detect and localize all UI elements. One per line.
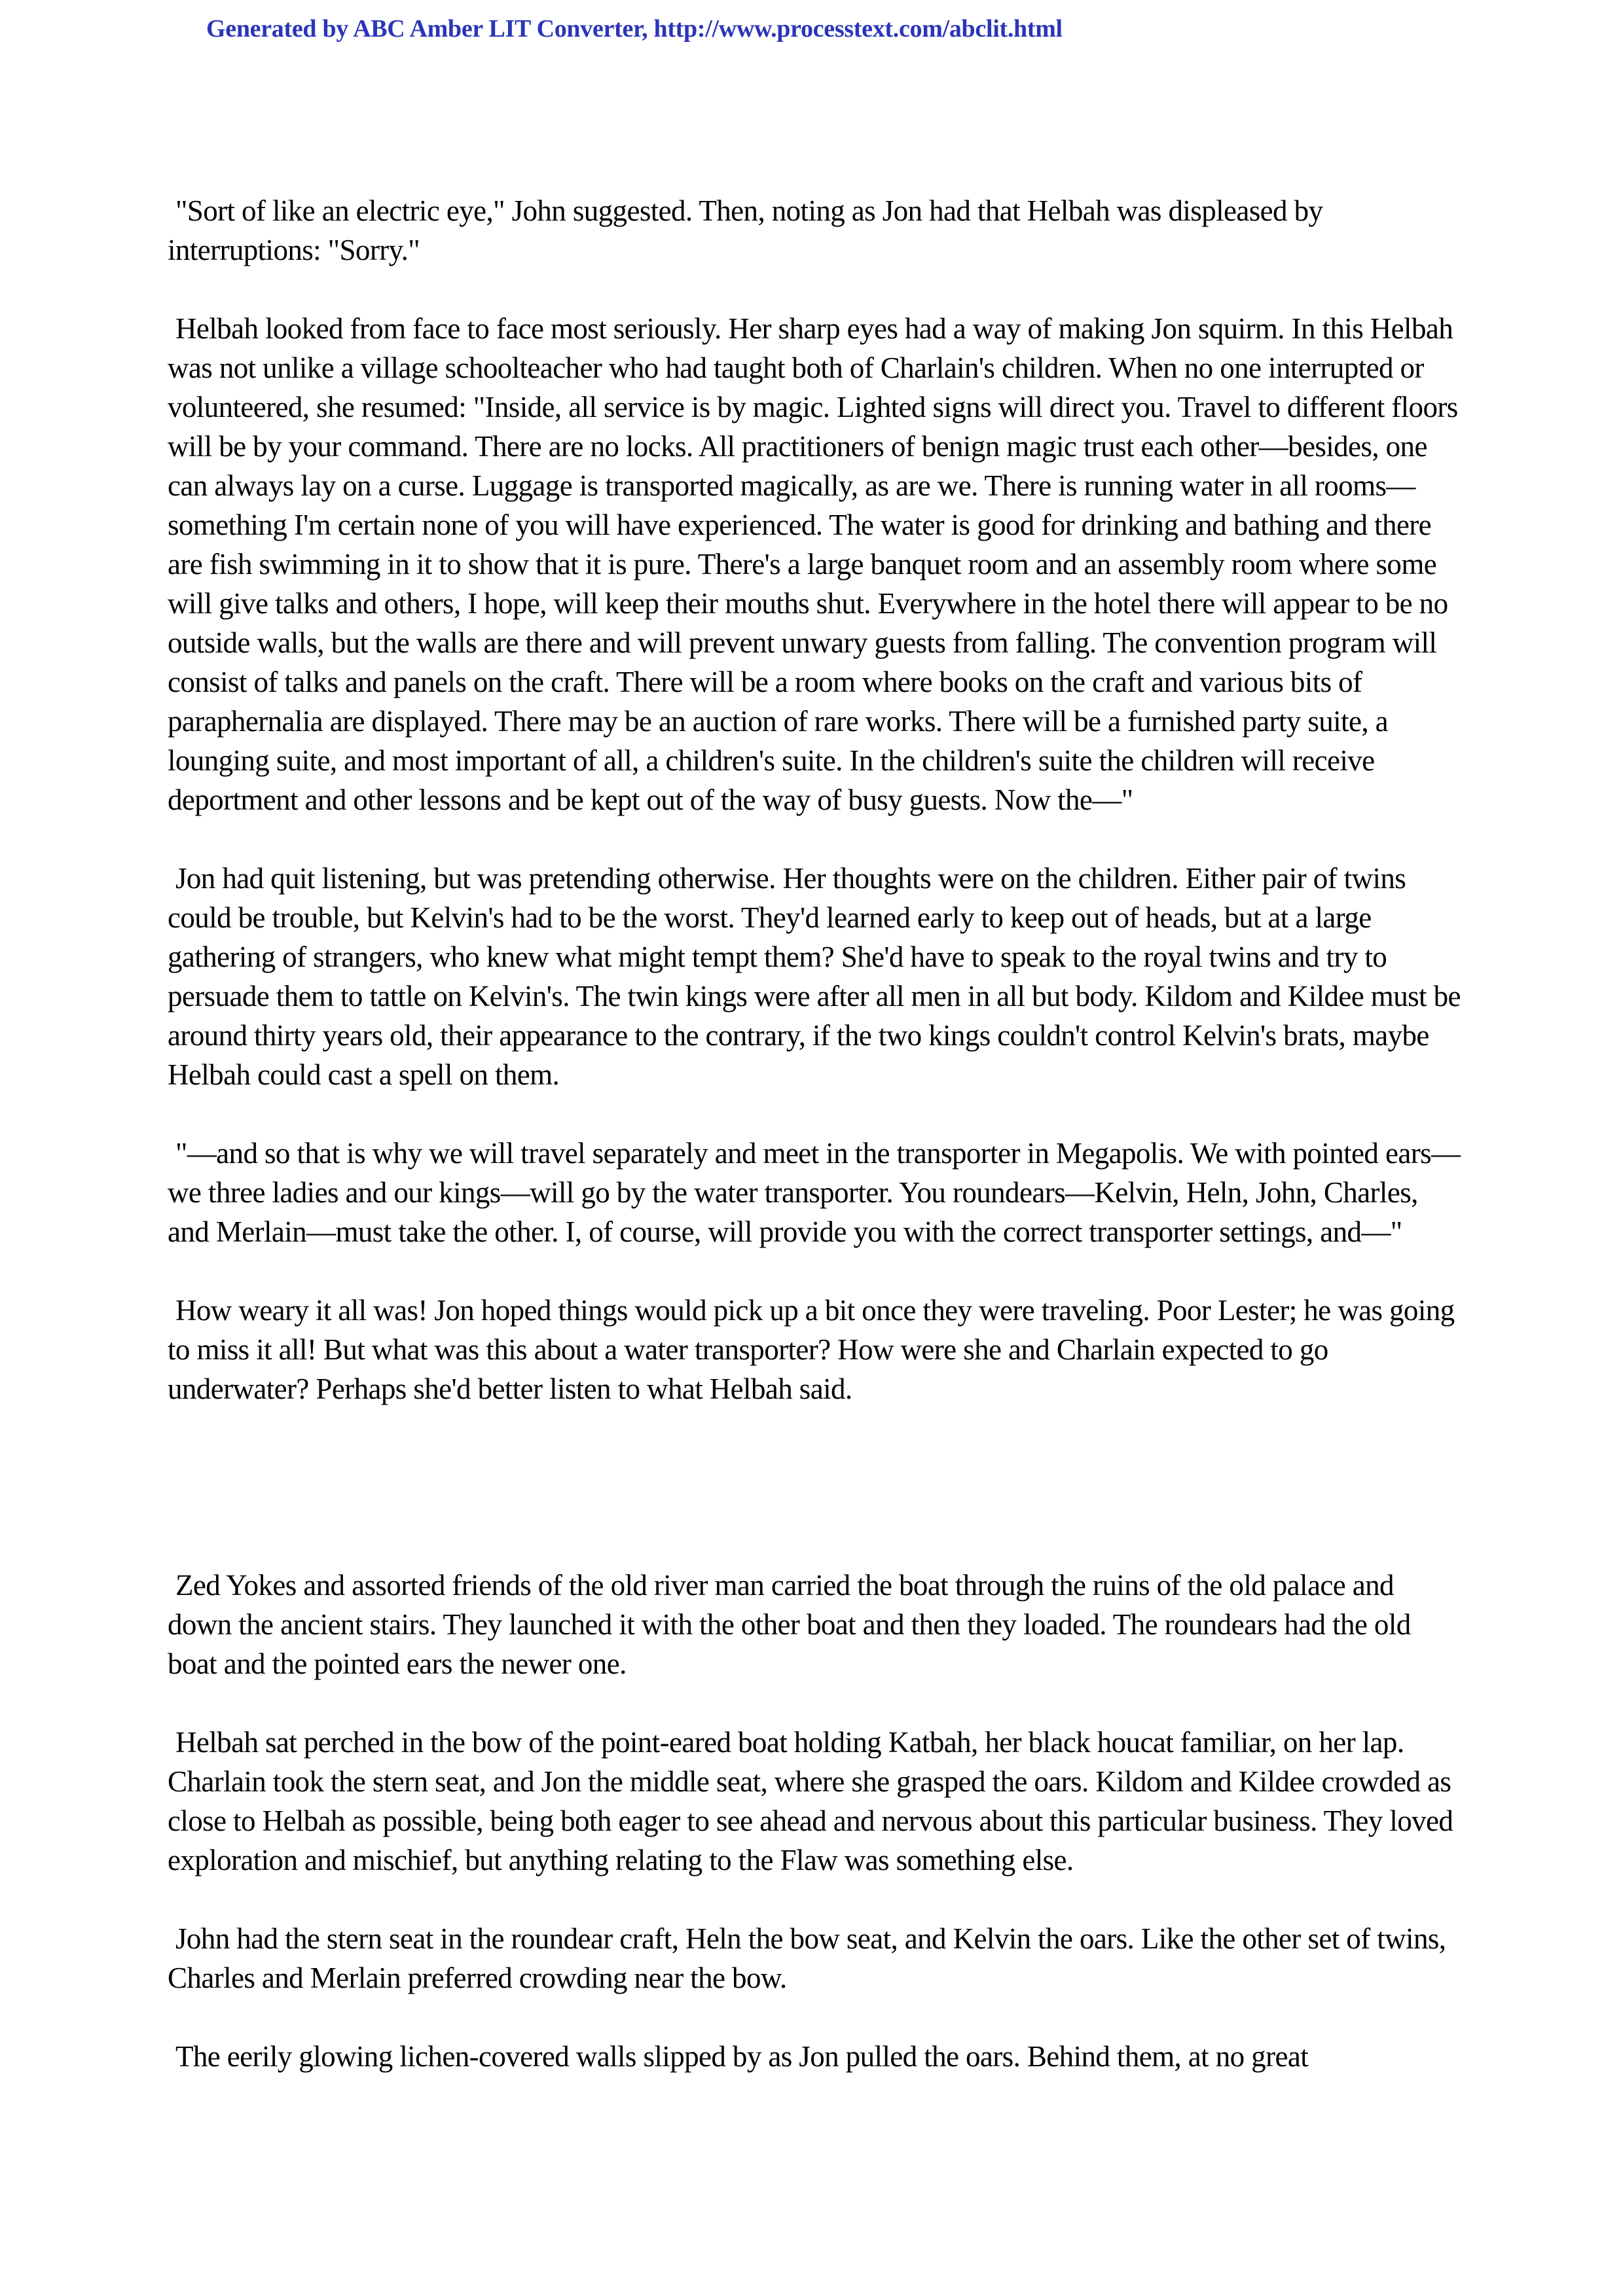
paragraph: How weary it all was! Jon hoped things would pick up a bit once they were traveling. Poor Lester; he was going to miss it all! But what was this about a water transporter? How were she and Charlain expected to go underwater? Perhaps she'd better listen to what Helbah said. [168, 1294, 1455, 1405]
paragraph: Jon had quit listening, but was pretending otherwise. Her thoughts were on the children. Either pair of twins could be trouble, but Kelvin's had to be the worst. They'd learned early to keep out of heads, but at a large gathering of strangers, who knew what might tempt them? She'd have to speak to the royal twins and try to persuade them to tattle on Kelvin's. The twin kings were after all men in all but body. Kildom and Kildee must be around thirty years old, their appearance to the contrary, if the two kings couldn't control Kelvin's brats, maybe Helbah could cast a spell on them. [168, 862, 1461, 1091]
paragraph: Helbah looked from face to face most seriously. Her sharp eyes had a way of making Jon squirm. In this Helbah was not unlike a village schoolteacher who had taught both of Charlain's children. When no one interrupted or volunteered, she resumed: "Inside, all service is by magic. Lighted signs will direct you. Travel to different floors will be by your command. There are no locks. All practitioners of benign magic trust each other—besides, one can always lay on a curse. Luggage is transported magically, as are we. There is running water in all rooms—something I'm certain none of you will have experienced. The water is good for drinking and bathing and there are fish swimming in it to show that it is pure. There's a large banquet room and an assembly room where some will give talks and others, I hope, will keep their mouths shut. Everywhere in the hotel there will appear to be no outside walls, but the walls are there and will prevent unwary guests from falling. The convention program will consist of talks and panels on the craft. There will be a room where books on the craft and various bits of paraphernalia are displayed. There may be an auction of rare works. There will be a furnished party suite, a lounging suite, and most important of all, a children's suite. In the children's suite the children will receive deportment and other lessons and be kept out of the way of busy guests. Now the—" [168, 312, 1458, 816]
converter-header: Generated by ABC Amber LIT Converter, http://www.processtext.com/abclit.html [206, 15, 1063, 43]
paragraph: "—and so that is why we will travel separately and meet in the transporter in Megapolis. We with pointed ears—we three ladies and our kings—will go by the water transporter. You roundears—Kelvin, Heln, John, Charles, and Merlain—must take the other. I, of course, will provide you with the correct transporter settings, and—" [168, 1137, 1461, 1248]
paragraph: Helbah sat perched in the bow of the point-eared boat holding Katbah, her black houcat familiar, on her lap. Charlain took the stern seat, and Jon the middle seat, where she grasped the oars. Kildom and Kildee crowded as close to Helbah as possible, being both eager to see ahead and nervous about this particular business. They loved exploration and mischief, but anything relating to the Flaw was something else. [168, 1726, 1453, 1876]
paragraph: Zed Yokes and assorted friends of the old river man carried the boat through the ruins of the old palace and down the ancient stairs. They launched it with the other boat and then they loaded. The roundears had the old boat and the pointed ears the newer one. [168, 1569, 1411, 1680]
document-body [168, 191, 1464, 2076]
paragraph: "Sort of like an electric eye," John suggested. Then, noting as Jon had that Helbah was displeased by interruptions: "Sorry." [168, 194, 1323, 266]
section-break [168, 1448, 1464, 1566]
paragraph: John had the stern seat in the roundear craft, Heln the bow seat, and Kelvin the oars. Like the other set of twins, Charles and Merlain preferred crowding near the bow. [168, 1922, 1446, 1994]
paragraph: The eerily glowing lichen-covered walls slipped by as Jon pulled the oars. Behind them, at no great [175, 2040, 1309, 2073]
